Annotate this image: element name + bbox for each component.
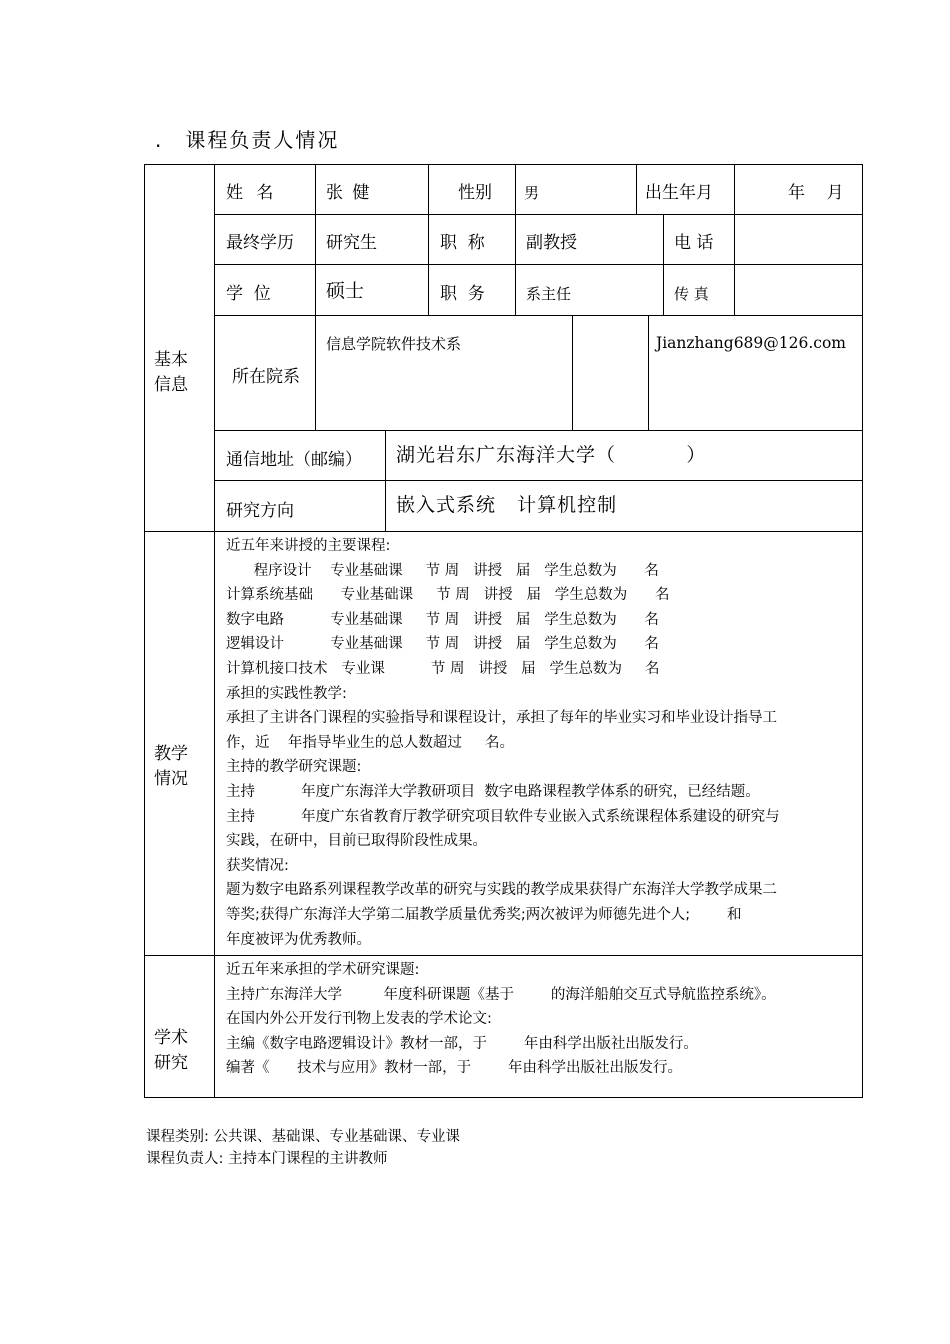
teaching-line: 计算机接口技术 专业课 节 周 讲授 届 学生总数为 名 xyxy=(226,660,660,677)
address-label: 通信地址（邮编） xyxy=(226,450,362,470)
education-label: 最终学历 xyxy=(226,233,294,253)
teaching-content xyxy=(226,534,780,952)
teaching-line: 承担了主讲各门课程的实验指导和课程设计，承担了每年的毕业实习和毕业设计指导工 xyxy=(226,710,777,727)
footnote-course-lead: 课程负责人: 主持本门课程的主讲教师 xyxy=(146,1151,388,1167)
research-label: 研究方向 xyxy=(226,501,294,521)
basic-info-label: 基本 信息 xyxy=(154,350,188,395)
gender-label: 性别 xyxy=(458,183,492,203)
teaching-line: 主持的教学研究课题: xyxy=(226,759,362,776)
research-value: 嵌入式系统 计算机控制 xyxy=(396,494,618,516)
teaching-line: 承担的实践性教学: xyxy=(226,685,347,702)
birth-value: 年 月 xyxy=(788,183,844,203)
email-value: Jianzhang689@126.com xyxy=(656,334,846,352)
teaching-line: 年度被评为优秀教师。 xyxy=(226,931,371,948)
academic-line: 主编《数字电路逻辑设计》教材一部，于 年由科学出版社出版发行。 xyxy=(226,1035,698,1052)
education-value: 研究生 xyxy=(326,233,377,253)
heading-number: . xyxy=(155,128,164,152)
academic-line: 在国内外公开发行刊物上发表的学术论文: xyxy=(226,1011,492,1028)
department-value: 信息学院软件技术系 xyxy=(326,335,462,353)
section-heading xyxy=(155,124,339,153)
fax-label: 传 真 xyxy=(674,285,709,303)
academic-line: 近五年来承担的学术研究课题: xyxy=(226,962,420,978)
teaching-line: 题为数字电路系列课程教学改革的研究与实践的教学成果获得广东海洋大学教学成果二 xyxy=(226,882,777,899)
birth-label: 出生年月 xyxy=(645,183,713,203)
teaching-line: 实践，在研中，目前已取得阶段性成果。 xyxy=(226,833,487,850)
gender-value: 男 xyxy=(524,184,540,202)
degree-value: 硕士 xyxy=(326,280,365,302)
footnotes xyxy=(146,1126,460,1170)
footnote-course-type: 课程类别: 公共课、基础课、专业基础课、专业课 xyxy=(146,1129,460,1145)
post-value: 系主任 xyxy=(526,285,572,303)
post-label: 职 务 xyxy=(440,284,485,304)
academic-line: 主持广东海洋大学 年度科研课题《基于 的海洋船舶交互式导航监控系统》。 xyxy=(226,986,776,1003)
job-title-label: 职 称 xyxy=(440,233,485,253)
teaching-line: 逻辑设计 专业基础课 节 周 讲授 届 学生总数为 名 xyxy=(226,636,659,653)
job-title-value: 副教授 xyxy=(526,233,577,253)
teaching-line: 程序设计 专业基础课 节 周 讲授 届 学生总数为 名 xyxy=(226,562,659,579)
teaching-line: 数字电路 专业基础课 节 周 讲授 届 学生总数为 名 xyxy=(226,611,659,628)
academic-line: 编著《 技术与应用》教材一部，于 年由科学出版社出版发行。 xyxy=(226,1060,683,1077)
teaching-line: 主持 年度广东海洋大学教研项目 数字电路课程教学体系的研究，已经结题。 xyxy=(226,783,760,800)
teaching-line: 等奖;获得广东海洋大学第二届教学质量优秀奖;两次被评为师德先进个人; 和 xyxy=(226,906,742,923)
teaching-line: 作，近 年指导毕业生的总人数超过 名。 xyxy=(226,734,514,751)
name-value: 张 健 xyxy=(326,183,372,203)
address-value: 湖光岩东广东海洋大学（ ） xyxy=(396,444,707,466)
name-label: 姓 名 xyxy=(226,183,278,203)
department-label: 所在院系 xyxy=(232,367,300,387)
heading-text: 课程负责人情况 xyxy=(185,128,340,152)
degree-label: 学 位 xyxy=(226,284,271,304)
phone-label: 电 话 xyxy=(674,233,714,253)
teaching-label: 教学 情况 xyxy=(154,744,188,789)
teaching-line: 近五年来讲授的主要课程: xyxy=(226,538,391,554)
teaching-line: 获奖情况: xyxy=(226,857,289,874)
teaching-line: 主持 年度广东省教育厅教学研究项目软件专业嵌入式系统课程体系建设的研究与 xyxy=(226,808,780,825)
teaching-line: 计算系统基础 专业基础课 节 周 讲授 届 学生总数为 名 xyxy=(226,587,670,604)
academic-content xyxy=(226,958,776,1081)
academic-label: 学术 研究 xyxy=(154,1028,188,1073)
